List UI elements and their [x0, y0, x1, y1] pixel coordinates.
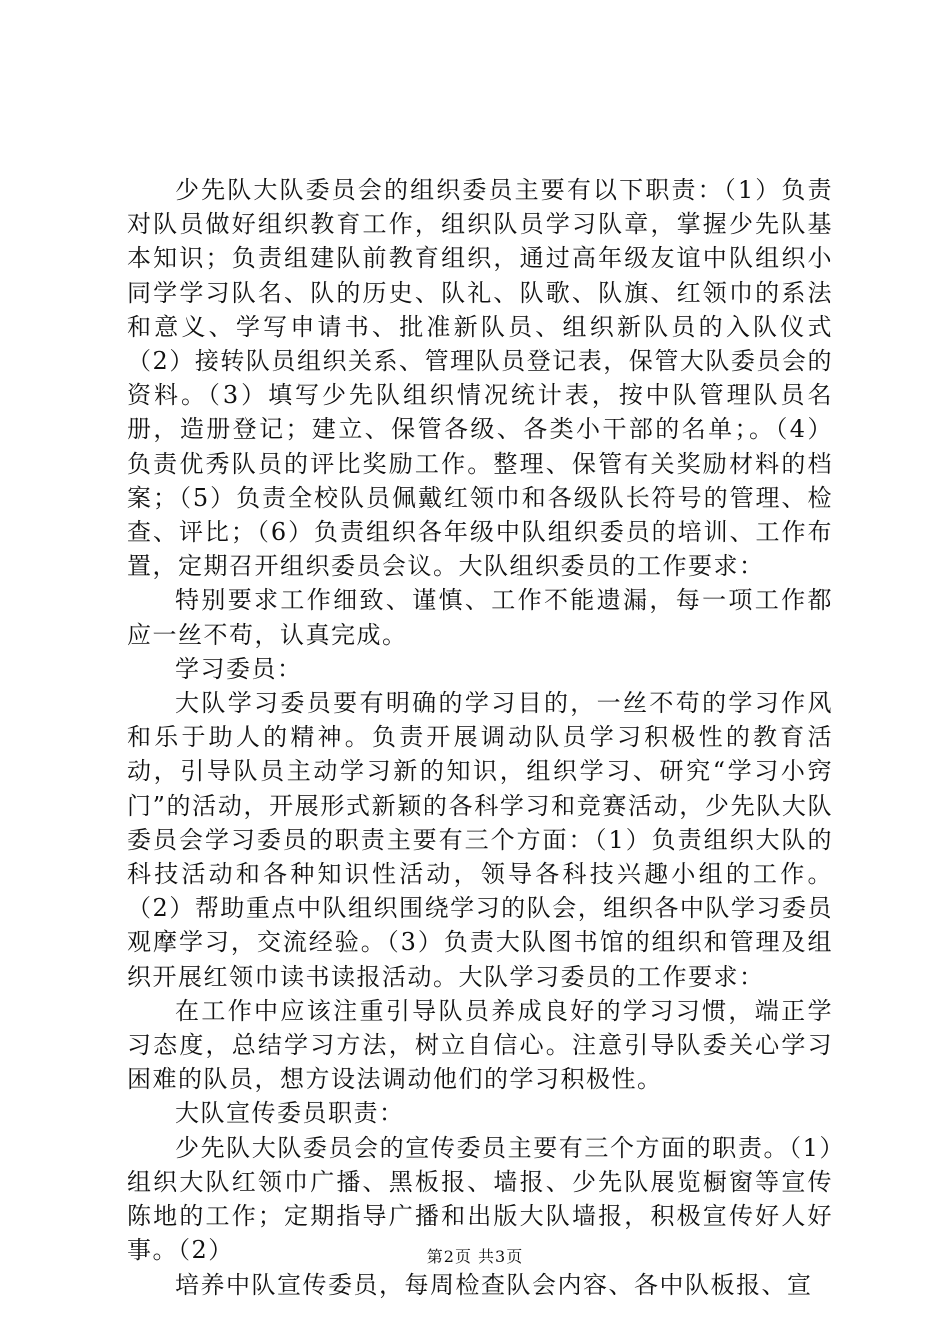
paragraph-study-duties: 大队学习委员要有明确的学习目的，一丝不苟的学习作风和乐于助人的精神。负责开展调动队员学习积极性的教育活动，引导队员主动学习新的知识，组织学习、研究“学习小窍门”的活动，开展形式新颖的各科学习和竞赛活动，少先队大队委员会学习委员的职责主要有三个方面：（1）负责组织大队的科技活动和各种知识性活动，领导各科技兴趣小组的工作。（2）帮助重点中队组织围绕学习的队会，组织各中队学习委员观摩学习，交流经验。（3）负责大队图书馆的组织和管理及组织开展红领巾读书读报活动。大队学习委员的工作要求： [127, 689, 833, 991]
paragraph-organization-requirements: 特别要求工作细致、谨慎、工作不能遗漏，每一项工作都应一丝不苟，认真完成。 [127, 586, 833, 649]
paragraph-publicity-duties: 少先队大队委员会的宣传委员主要有三个方面的职责。（1）组织大队红领巾广播、黑板报、墙报、少先队展览橱窗等宣传陈地的工作；定期指导广播和出版大队墙报，积极宣传好人好事。（2） [127, 1133, 833, 1265]
paragraph-study-requirements: 在工作中应该注重引导队员养成良好的学习习惯，端正学习态度，总结学习方法，树立自信心。注意引导队委关心学习困难的队员，想方设法调动他们的学习积极性。 [127, 996, 833, 1094]
paragraph-organization-duties: 少先队大队委员会的组织委员主要有以下职责：（1）负责对队员做好组织教育工作，组织队员学习队章，掌握少先队基本知识；负责组建队前教育组织，通过高年级友谊中队组织小同学学习队名、队的历史、队礼、队歌、队旗、红领巾的系法和意义、学写申请书、批准新队员、组织新队员的入队仪式（2）接转队员组织关系、管理队员登记表，保管大队委员会的资料。（3）填写少先队组织情况统计表，按中队管理队员名册，造册登记；建立、保管各级、各类小干部的名单；。（4）负责优秀队员的评比奖励工作。整理、保管有关奖励材料的档案；（5）负责全校队员佩戴红领巾和各级队长符号的管理、检查、评比；（6）负责组织各年级中队组织委员的培训、工作布置，定期召开组织委员会议。大队组织委员的工作要求： [127, 176, 833, 581]
document-body [127, 173, 833, 1302]
page-number-footer: 第2页 共3页 [426, 1247, 524, 1266]
heading-study-committee: 学习委员： [175, 654, 303, 683]
heading-publicity-committee: 大队宣传委员职责： [175, 1099, 405, 1128]
paragraph-publicity-continued: 培养中队宣传委员，每周检查队会内容、各中队板报、宣 [175, 1270, 813, 1299]
